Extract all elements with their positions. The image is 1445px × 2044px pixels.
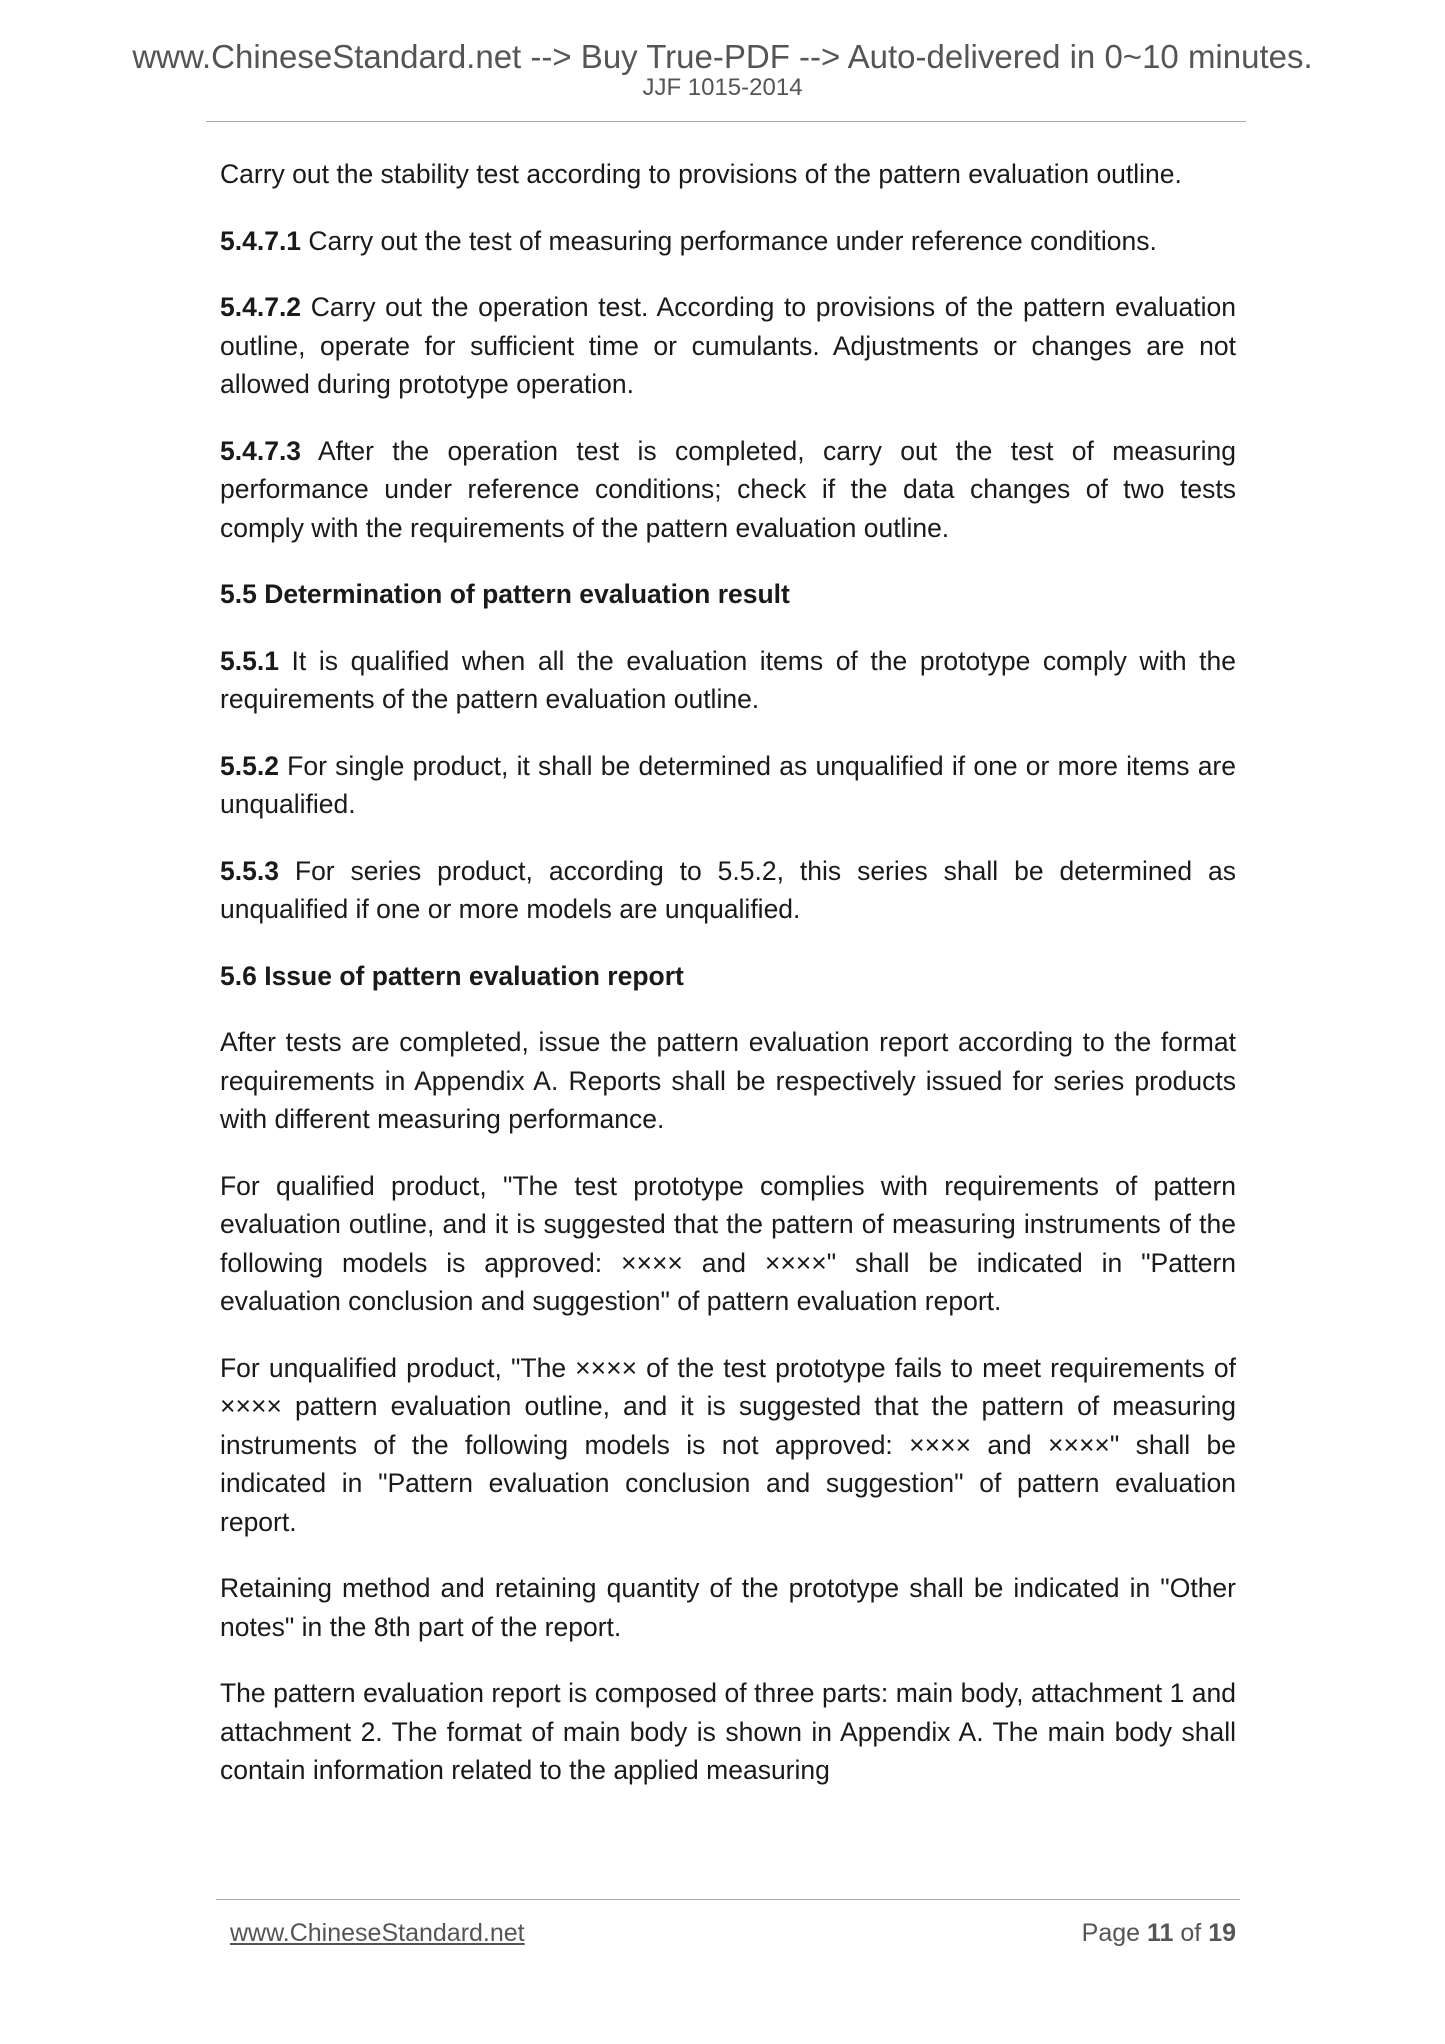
header-divider <box>206 121 1246 122</box>
clause-number: 5.5.2 <box>220 750 279 781</box>
page-number <box>1082 1918 1236 1948</box>
clause-number: 5.4.7.3 <box>220 435 302 466</box>
clause-number: 5.4.7.2 <box>220 292 302 322</box>
clause-text: After the operation test is completed, carry out the test of measuring performance under reference conditions; check if the data changes of two tests comply with the requirements of the pattern evaluation outline. <box>220 435 1236 543</box>
clause-5-4-7-1 <box>220 222 1236 261</box>
page-label: Page <box>1081 1919 1141 1947</box>
site-banner: www.ChineseStandard.net --> Buy True-PDF --> Auto-delivered in 0~10 minutes. <box>132 38 1313 75</box>
section-heading-5-6: 5.6 Issue of pattern evaluation report <box>220 960 684 991</box>
clause-5-5-1 <box>220 642 1236 719</box>
paragraph-qualified-product: For qualified product, "The test prototype complies with requirements of pattern evaluation outline, and it is suggested that the pattern of measuring instruments of the following models is approved: ×××× and ××××" shall be indicated in "Pattern evaluation conclusion and suggestion" of pattern evaluation report. <box>220 1170 1236 1316</box>
paragraph-report-composition: The pattern evaluation report is composed of three parts: main body, attachment 1 and attachment 2. The format of main body is shown in Appendix A. The main body shall contain information related to the applied measuring <box>220 1678 1236 1785</box>
paragraph-unqualified-product: For unqualified product, "The ×××× of the test prototype fails to meet requirements of ×××× pattern evaluation outline, and it is suggested that the pattern of measuring instruments of the following models is not approved: ×××× and ××××" shall be indicated in "Pattern evaluation conclusion and suggestion" of pattern evaluation report. <box>220 1352 1236 1537</box>
clause-text: Carry out the operation test. According to provisions of the pattern evaluation outline, operate for sufficient time or cumulants. Adjustments or changes are not allowed during prototype operation. <box>220 292 1236 399</box>
clause-5-5-3 <box>220 852 1236 929</box>
clause-text: For single product, it shall be determined as unqualified if one or more items are unqualified. <box>220 750 1236 819</box>
document-code: JJF 1015-2014 <box>642 74 803 101</box>
paragraph-retaining-method: Retaining method and retaining quantity of the prototype shall be indicated in "Other notes" in the 8th part of the report. <box>220 1573 1236 1642</box>
clause-5-4-7-3 <box>220 432 1236 548</box>
section-heading-5-5: 5.5 Determination of pattern evaluation result <box>220 579 790 609</box>
page-body <box>220 155 1236 1818</box>
clause-text: It is qualified when all the evaluation items of the prototype comply with the requirements of the pattern evaluation outline. <box>220 645 1236 714</box>
clause-number: 5.5.1 <box>220 645 279 676</box>
footer-site-link[interactable]: www.ChineseStandard.net <box>230 1919 525 1947</box>
paragraph-report-issue: After tests are completed, issue the pattern evaluation report according to the format requirements in Appendix A. Reports shall be respectively issued for series products with different measuring performance. <box>220 1027 1236 1134</box>
clause-text: For series product, according to 5.5.2, this series shall be determined as unqualified if one or more models are unqualified. <box>220 855 1236 924</box>
clause-text: Carry out the test of measuring performance under reference conditions. <box>301 225 1157 256</box>
page-total: 19 <box>1208 1919 1236 1947</box>
clause-number: 5.5.3 <box>220 855 279 886</box>
clause-5-4-7-2 <box>220 288 1236 404</box>
page-current: 11 <box>1146 1919 1174 1947</box>
page-of: of <box>1180 1919 1202 1947</box>
clause-number: 5.4.7.1 <box>220 225 302 256</box>
clause-5-5-2 <box>220 747 1236 824</box>
paragraph-stability-test: Carry out the stability test according to provisions of the pattern evaluation outline. <box>220 159 1182 189</box>
footer-divider <box>216 1899 1240 1900</box>
